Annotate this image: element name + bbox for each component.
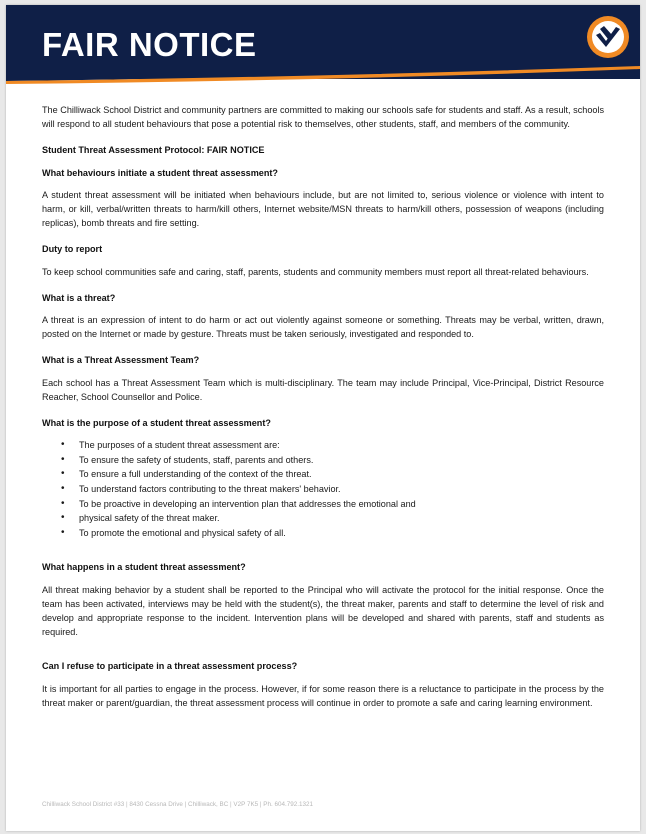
section-body-refuse: It is important for all parties to engage in the process. However, if for some reason there is a reluctance to participate in the process by the threat maker or parent/guardian, the threat assessment process will continue in order to promote a safe and caring learning environment.	[42, 683, 604, 708]
section-heading-initiate: What behaviours initiate a student threat assessment?	[42, 167, 278, 178]
section-heading-duty: Duty to report	[42, 244, 103, 255]
section-body-happens: All threat making behavior by a student shall be reported to the Principal who will activate the protocol for the initial response. Once the team has been activated, interviews may be held with the student(s), the threat maker, parents and staff to determine the level of risk and develop and appropriate response to the incident. Intervention plans will be developed and shared with parents, staff and students as required.	[42, 584, 604, 638]
section-body-threat: A threat is an expression of intent to do harm or act out violently against someone or something. Threats may be verbal, written, drawn, posted on the Internet or made by gesture. Threats must be taken seriously, investigated and responded to.	[42, 315, 604, 340]
purpose-list	[42, 438, 604, 540]
protocol-heading: Student Threat Assessment Protocol: FAIR NOTICE	[42, 145, 265, 156]
intro-paragraph: The Chilliwack School District and community partners are committed to making our schools safe for students and staff. As a result, schools will respond to all student behaviours that pose a potential risk to themselves, other students, staff, and members of the community.	[42, 105, 604, 130]
document-body	[42, 103, 604, 710]
list-item: • To be proactive in developing an intervention plan that addresses the emotional and	[79, 497, 604, 512]
section-heading-threat: What is a threat?	[42, 292, 116, 303]
list-item: • To ensure the safety of students, staff, parents and others.	[79, 453, 604, 468]
section-body-duty: To keep school communities safe and caring, staff, parents, students and community members must report all threat-related behaviours.	[42, 266, 589, 277]
page-title: FAIR NOTICE	[42, 26, 257, 63]
list-item: • physical safety of the threat maker.	[79, 511, 604, 526]
section-body-initiate: A student threat assessment will be initiated when behaviours include, but are not limited to, serious violence or violence with intent to harm, or kill, verbal/written threats to harm/kill others, Internet website/MSN threats to harm/kill others, possession of weapons (including replicas), bomb threats and fire setting.	[42, 189, 604, 229]
section-heading-purpose: What is the purpose of a student threat assessment?	[42, 418, 271, 429]
school-district-logo-icon	[586, 15, 630, 59]
list-item: • To understand factors contributing to the threat makers' behavior.	[79, 482, 604, 497]
page-footer: Chilliwack School District #33 | 8430 Cessna Drive | Chilliwack, BC | V2P 7K5 | Ph. 604.792.1321	[42, 801, 314, 808]
section-body-team: Each school has a Threat Assessment Team which is multi-disciplinary. The team may include Principal, Vice-Principal, District Resource Reacher, School Counsellor and Police.	[42, 377, 604, 402]
section-heading-happens: What happens in a student threat assessment?	[42, 562, 246, 573]
list-item: • The purposes of a student threat assessment are:	[79, 438, 604, 453]
header-swoosh	[6, 65, 640, 87]
section-heading-refuse: Can I refuse to participate in a threat assessment process?	[42, 661, 298, 672]
document-page	[6, 5, 640, 831]
section-heading-team: What is a Threat Assessment Team?	[42, 355, 200, 366]
list-item: • To ensure a full understanding of the context of the threat.	[79, 467, 604, 482]
list-item: • To promote the emotional and physical safety of all.	[79, 526, 604, 541]
